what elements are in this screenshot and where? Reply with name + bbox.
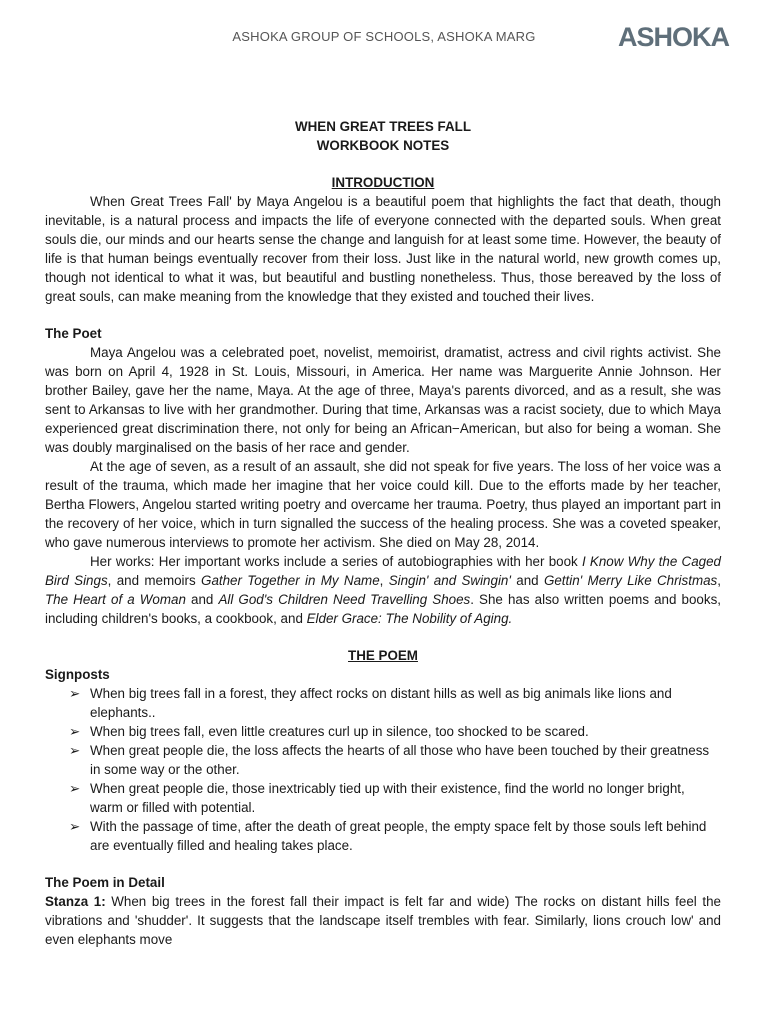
poem-heading: THE POEM: [348, 648, 418, 663]
svg-text:ASHOKA: ASHOKA: [618, 22, 730, 50]
introduction-paragraph: When Great Trees Fall' by Maya Angelou is a beautiful poem that highlights the fact that death, though inevitable, is a natural process and impacts the life of everyone connected with the departed souls. When great souls die, our minds and our hearts sense the change and languish for at least some time. However, the beauty of life is that human beings eventually recover from their loss. Just like in the natural world, new growth comes up, though not identical to what it was, but beautiful and bustling nonetheless. Thus, those bereaved by the loss of great souls, can make meaning from the knowledge that they existed and touched their lives.: [45, 194, 721, 304]
poet-paragraph-1: Maya Angelou was a celebrated poet, novelist, memoirist, dramatist, actress and civil rights activist. She was born on April 4, 1928 in St. Louis, Missouri, in America. Her name was Marguerite Annie Johnson. Her brother Bailey, gave her the name, Maya. At the age of three, Maya's parents divorced, and as a result, she was sent to Arkansas to live with her grandmother. During that time, Arkansas was a racist society, due to which Maya experienced great discrimination there, not only for being an African−American, but also for being a woman. She was doubly marginalised on the basis of her race and gender.: [45, 345, 721, 455]
doc-subtitle: WORKBOOK NOTES: [316, 138, 450, 153]
signposts-heading: Signposts: [45, 667, 110, 682]
document-body: [45, 117, 721, 949]
poet-heading: The Poet: [45, 326, 102, 341]
doc-title: WHEN GREAT TREES FALL: [294, 119, 472, 134]
signposts-list: [45, 684, 721, 855]
poem-detail-heading: The Poem in Detail: [45, 875, 165, 890]
introduction-heading: INTRODUCTION: [331, 175, 435, 190]
poet-paragraph-2: At the age of seven, as a result of an assault, she did not speak for five years. The loss of her voice was a result of the trauma, which made her imagine that her voice could kill. Due to the efforts made by her teacher, Bertha Flowers, Angelou started writing poetry and overcame her trauma. Poetry, thus played an important part in the recovery of her voice, which in turn signalled the success of the healing process. She was a coveted speaker, who gave numerous interviews to promote her activism. She died on May 28, 2014.: [45, 459, 721, 550]
school-header: ASHOKA GROUP OF SCHOOLS, ASHOKA MARG: [232, 29, 536, 44]
poet-works-paragraph: Her works: Her important works include a series of autobiographies with her book I Know Why the Caged Bird Sings, and memoirs Gather Together in My Name, Singin' and Swingin' and Gettin' Merry Like Christmas, The Heart of a Woman and All God's Children Need Travelling Shoes. She has also written poems and books, including children's books, a cookbook, and Elder Grace: The Nobility of Aging.: [45, 554, 721, 626]
signpost-item: ➢ When great people die, the loss affects the hearts of all those who have been touched by their greatness in some way or the other.: [69, 741, 721, 779]
stanza-1-paragraph: Stanza 1: When big trees in the forest fall their impact is felt far and wide) The rocks on distant hills feel the vibrations and 'shudder'. It suggests that the landscape itself trembles with fear. Similarly, lions crouch low' and even elephants move: [45, 894, 721, 947]
signpost-item: ➢ With the passage of time, after the death of great people, the empty space felt by those souls left behind are eventually filled and healing takes place.: [69, 817, 721, 855]
signpost-item: ➢ When great people die, those inextricably tied up with their existence, find the world no longer bright, warm or filled with potential.: [69, 779, 721, 817]
ashoka-logo: [618, 22, 742, 50]
signpost-item: ➢ When big trees fall in a forest, they affect rocks on distant hills as well as big animals like lions and elephants..: [69, 684, 721, 722]
signpost-item: ➢ When big trees fall, even little creatures curl up in silence, too shocked to be scared.: [69, 722, 721, 741]
